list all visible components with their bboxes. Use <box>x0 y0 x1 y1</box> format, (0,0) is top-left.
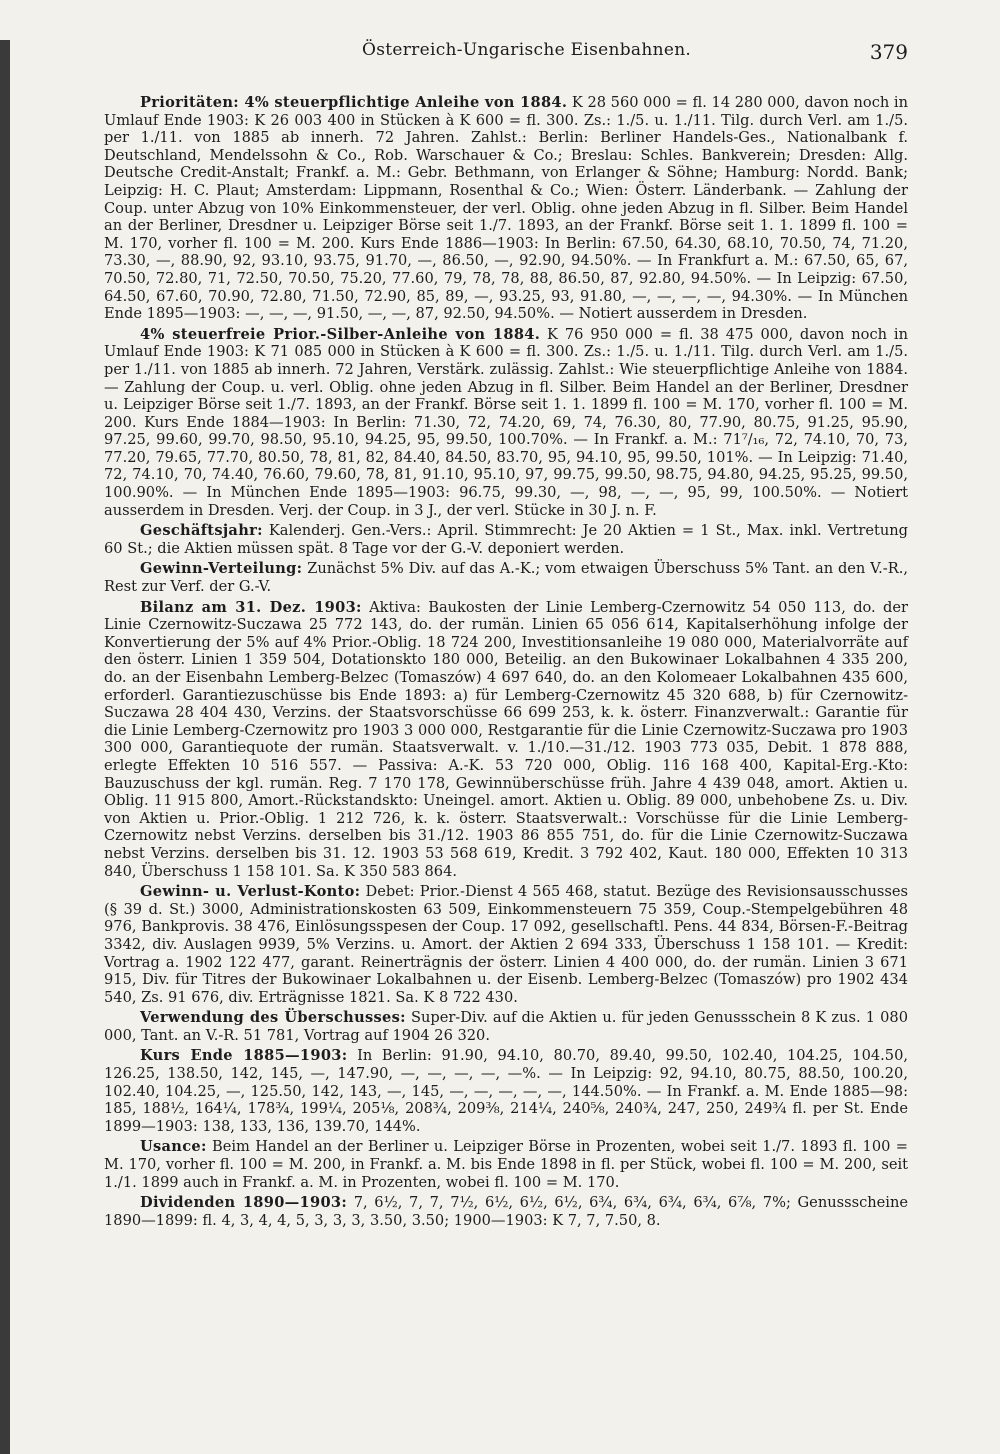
section-text: Super-Div. auf die Aktien u. für jeden Genussschein 8 K zus. 1 080 000, Tant. an V.-R. 51 781, Vortrag auf 1904 26 320. <box>104 1009 909 1044</box>
section-silber-anleihe <box>104 326 908 520</box>
section-heading: Kurs Ende 1885—1903: <box>140 1047 348 1065</box>
left-edge-shadow <box>0 40 10 1454</box>
section-kurs <box>104 1047 908 1135</box>
section-text: Zunächst 5% Div. auf das A.-K.; vom etwaigen Überschuss 5% Tant. an den V.-R., Rest zur Verf. der G.-V. <box>104 560 909 596</box>
section-heading: Geschäftsjahr: <box>140 522 263 540</box>
section-heading: Bilanz am 31. Dez. 1903: <box>140 598 362 616</box>
section-heading: 4% steuerfreie Prior.-Silber-Anleihe von 1884. <box>140 325 541 343</box>
section-geschaeftsjahr <box>104 522 908 557</box>
section-prior-1884 <box>104 94 908 323</box>
section-bilanz <box>104 599 908 881</box>
section-heading: Dividenden 1890—1903: <box>140 1194 348 1212</box>
section-gewinn-verteilung <box>104 560 908 595</box>
section-text: Aktiva: Baukosten der Linie Lemberg-Czernowitz 54 050 113, do. der Linie Czernowitz-Suczawa 25 772 143, do. der rumän. Linien 65 056 614, Kapitalserhöhung infolge der Konvertierung der 5% auf 4% Prior.-Oblig. 18 724 200, Investitionsanleihe 19 080 000, Materialvorräte auf den österr. Linien 1 359 504, Dotationskto 180 000, Beteilig. an den Bukowinaer Lokalbahnen 4 335 200, do. an der Eisenbahn Lemberg-Belzec (Tomaszów) 4 697 640, do. an den Kolomeaer Lokalbahnen 435 600, erforderl. Garantiezuschüsse bis Ende 1893: a) für Lemberg-Czernowitz 45 320 688, b) für Czernowitz-Suczawa 28 404 430, Verzins. der Staatsvorschüsse 66 699 253, k. k. österr. Finanzverwalt.: Garantie für die Linie Lemberg-Czernowitz pro 1903 3 000 000, Restgarantie für die Linie Czernowitz-Suczawa pro 1903 300 000, Garantiequote der rumän. Staatsverwalt. v. 1./10.—31./12. 1903 773 035, Debit. 1 878 888, erlegte Effekten 10 516 557. — Passiva: A.-K. 53 720 000, Oblig. 116 168 400, Kapital-Erg.-Kto: Bauzuschuss der kgl. rumän. Reg. 7 170 178, Gewinnüberschüsse früh. Jahre 4 439 048, amort. Aktien u. Oblig. 11 915 800, Amort.-Rückstandskto: Uneingel. amort. Aktien u. Oblig. 89 000, unbehobene Zs. u. Div. von Aktien u. Prior.-Oblig. 1 212 726, k. k. österr. Staatsverwalt.: Vorschüsse für die Linie Lemberg-Czernowitz nebst Verzins. derselben bis 31./12. 1903 86 855 751, do. für die Linie Czernowitz-Suczawa nebst Verzins. derselben bis 31. 12. 1903 53 568 619, Kredit. 3 792 402, Kaut. 180 000, Effekten 10 313 840, Überschuss 1 158 101. Sa. K 350 583 864. <box>104 598 909 880</box>
section-heading: Prioritäten: 4% steuerpflichtige Anleihe von 1884. <box>140 94 568 111</box>
section-heading: Verwendung des Überschusses: <box>140 1009 406 1027</box>
section-dividenden <box>104 1194 908 1229</box>
document-page <box>0 40 1000 1454</box>
section-gewinn-verlust <box>104 883 908 1006</box>
section-text: K 28 560 000 = fl. 14 280 000, davon noch in Umlauf Ende 1903: K 26 003 400 in Stücken à K 600 = fl. 300. Zs.: 1./5. u. 1./11. Tilg. durch Verl. am 1./5. per 1./11. von 1885 ab innerh. 72 Jahren. Zahlst.: Berlin: Berliner Handels-Ges., Nationalbank f. Deutschland, Mendelssohn & Co., Rob. Warschauer & Co.; Breslau: Schles. Bankverein; Dresden: Allg. Deutsche Credit-Anstalt; Frankf. a. M.: Gebr. Bethmann, von Erlanger & Söhne; Hamburg: Nordd. Bank; Leipzig: H. C. Plaut; Amsterdam: Lippmann, Rosenthal & Co.; Wien: Österr. Länderbank. — Zahlung der Coup. unter Abzug von 10% Einkommensteuer, der verl. Oblig. ohne jeden Abzug in fl. Silber. Beim Handel an der Berliner, Dresdner u. Leipziger Börse seit 1./7. 1893, an der Frankf. Börse seit 1. 1. 1899 fl. 100 = M. 170, vorher fl. 100 = M. 200. Kurs Ende 1886—1903: In Berlin: 67.50, 64.30, 68.10, 70.50, 74, 71.20, 73.30, —, 88.90, 92, 93.10, 93.75, 91.70, —, 86.50, —, 92.90, 94.50%. — In Frankfurt a. M.: 67.50, 65, 67, 70.50, 72.80, 71, 72.50, 70.50, 75.20, 77.60, 79, 78, 78, 88, 86.50, 87, 92.80, 94.50%. — In Leipzig: 67.50, 64.50, 67.60, 70.90, 72.80, 71.50, 72.90, 85, 89, —, 93.25, 93, 91.80, —, —, —, —, 94.30%. — In München Ende 1895—1903: —, —, —, 91.50, —, —, 87, 92.50, 94.50%. — Notiert ausserdem in Dresden. <box>104 94 909 323</box>
running-header <box>104 40 908 68</box>
section-usance <box>104 1138 908 1191</box>
section-text: In Berlin: 91.90, 94.10, 80.70, 89.40, 99.50, 102.40, 104.25, 104.50, 126.25, 138.50, 142, 145, —, 147.90, —, —, —, —, —%. — In Leipzig: 92, 94.10, 80.75, 88.50, 100.20, 102.40, 104.25, —, 125.50, 142, 143, —, 145, —, —, —, —, —, 144.50%. — In Frankf. a. M. Ende 1885—98: 185, 188½, 164¼, 178¾, 199¼, 205⅛, 208¾, 209⅜, 214¼, 240⅝, 240¾, 247, 250, 249¾ fl. per St. Ende 1899—1903: 138, 133, 136, 139.70, 144%. <box>104 1047 909 1135</box>
page-number: 379 <box>869 40 908 64</box>
section-text: Kalenderj. Gen.-Vers.: April. Stimmrecht: Je 20 Aktien = 1 St., Max. inkl. Vertretung 60 St.; die Aktien müssen spät. 8 Tage vor der G.-V. deponiert werden. <box>104 522 909 557</box>
section-text: Debet: Prior.-Dienst 4 565 468, statut. Bezüge des Revisionsausschusses (§ 39 d. St.) 3000, Administrationskosten 63 509, Einkommensteuern 75 359, Coup.-Stempelgebühren 48 976, Bankprovis. 38 476, Einlösungsspesen der Coup. 17 092, gesellschaftl. Pens. 44 834, Börsen-F.-Beitrag 3342, div. Auslagen 9939, 5% Verzins. u. Amort. der Aktien 2 694 333, Überschuss 1 158 101. — Kredit: Vortrag a. 1902 122 477, garant. Reinerträgnis der österr. Linien 4 400 000, do. der rumän. Linien 3 671 915, Div. für Titres der Bukowinaer Lokalbahnen u. der Eisenb. Lemberg-Belzec (Tomaszów) pro 1902 434 540, Zs. 91 676, div. Erträgnisse 1821. Sa. K 8 722 430. <box>104 883 908 1006</box>
article-body <box>104 94 908 1229</box>
section-text: Beim Handel an der Berliner u. Leipziger Börse in Prozenten, wobei seit 1./7. 1893 fl. 100 = M. 170, vorher fl. 100 = M. 200, in Frankf. a. M. bis Ende 1898 in fl. per Stück, wobei fl. 100 = M. 200, seit 1./1. 1899 auch in Frankf. a. M. in Prozenten, wobei fl. 100 = M. 170. <box>104 1138 908 1191</box>
section-text: 7, 6½, 7, 7, 7½, 6½, 6½, 6½, 6¾, 6¾, 6¾, 6¾, 6⅞, 7%; Genussscheine 1890—1899: fl. 4, 3, 4, 4, 5, 3, 3, 3, 3.50, 3.50; 1900—1903: K 7, 7, 7.50, 8. <box>104 1194 908 1229</box>
section-verwendung <box>104 1009 908 1044</box>
section-heading: Gewinn-Verteilung: <box>140 560 303 578</box>
section-heading: Usance: <box>140 1138 207 1156</box>
section-heading: Gewinn- u. Verlust-Konto: <box>140 883 361 901</box>
running-title: Österreich-Ungarische Eisenbahnen. <box>362 40 692 60</box>
section-text: K 76 950 000 = fl. 38 475 000, davon noch in Umlauf Ende 1903: K 71 085 000 in Stücken à K 600 = fl. 300. Zs.: 1./5. u. 1./11. Tilg. durch Verl. am 1./5. per 1./11. von 1885 ab innerh. 72 Jahren, Verstärk. zulässig. Zahlst.: Wie steuerpflichtige Anleihe von 1884. — Zahlung der Coup. u. verl. Oblig. ohne jeden Abzug in fl. Silber. Beim Handel an der Berliner, Dresdner u. Leipziger Börse seit 1./7. 1893, an der Frankf. Börse seit 1. 1. 1899 fl. 100 = M. 170, vorher fl. 100 = M. 200. Kurs Ende 1884—1903: In Berlin: 71.30, 72, 74.20, 69, 74, 76.30, 80, 77.90, 80.75, 91.25, 95.90, 97.25, 99.60, 99.70, 98.50, 95.10, 94.25, 95, 99.50, 100.70%. — In Frankf. a. M.: 71⁷/₁₆, 72, 74.10, 70, 73, 77.20, 79.65, 77.70, 80.50, 78, 81, 82, 84.40, 84.50, 83.70, 95, 94.10, 95, 99.50, 101%. — In Leipzig: 71.40, 72, 74.10, 70, 74.40, 76.60, 79.60, 78, 81, 91.10, 95.10, 97, 99.75, 99.50, 98.75, 94.80, 94.25, 95.25, 99.50, 100.90%. — In München Ende 1895—1903: 96.75, 99.30, —, 98, —, —, 95, 99, 100.50%. — Notiert ausserdem in Dresden. Verj. der Coup. in 3 J., der verl. Stücke in 30 J. n. F. <box>104 325 908 519</box>
